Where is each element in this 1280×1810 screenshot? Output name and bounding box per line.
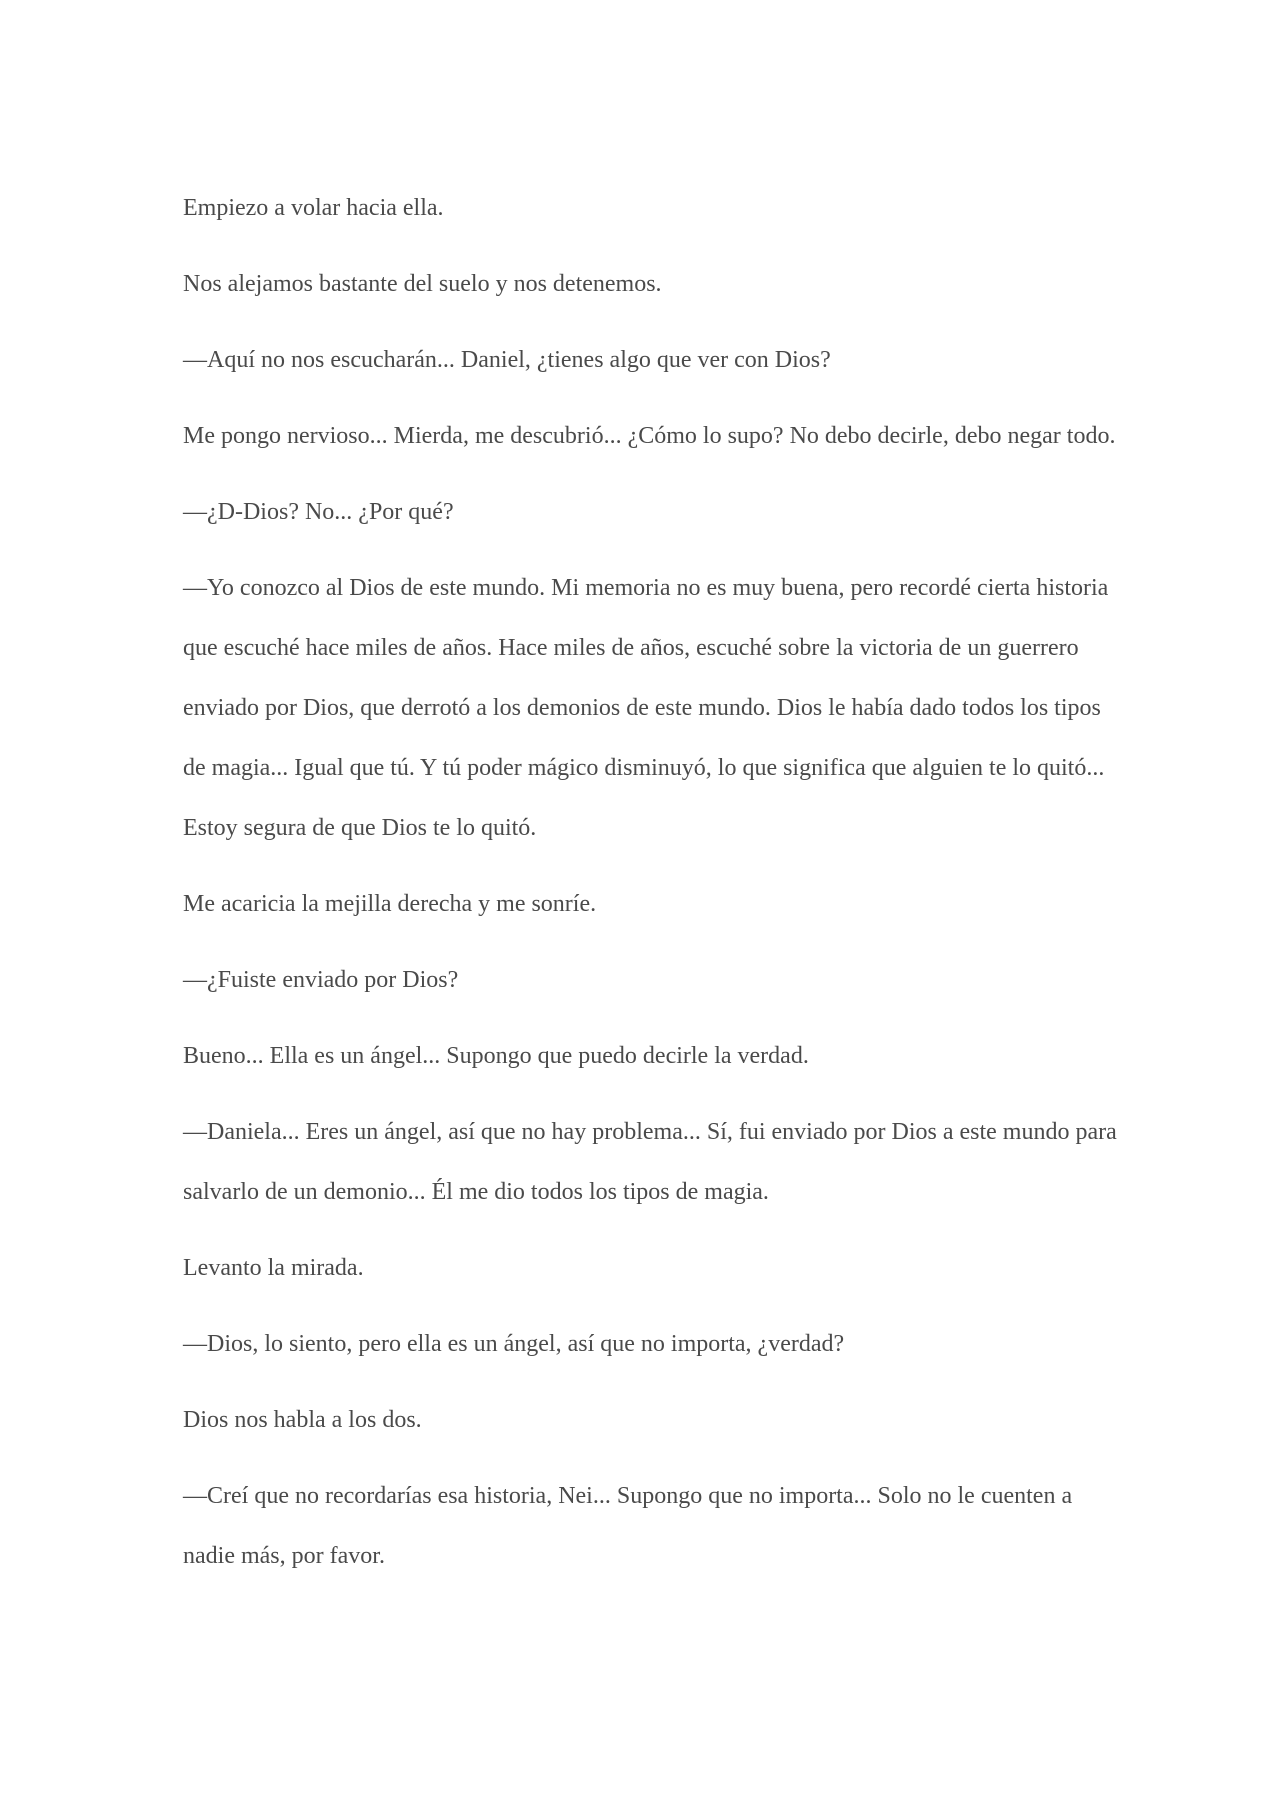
- paragraph: —¿Fuiste enviado por Dios?: [183, 967, 459, 993]
- document-body: [183, 178, 1118, 1602]
- paragraph: —¿D-Dios? No... ¿Por qué?: [183, 499, 454, 525]
- paragraph: Me acaricia la mejilla derecha y me sonríe.: [183, 891, 597, 917]
- paragraph: Levanto la mirada.: [183, 1255, 364, 1281]
- paragraph: —Creí que no recordarías esa historia, Nei... Supongo que no importa... Solo no le cuenten a nadie más, por favor.: [183, 1483, 1073, 1569]
- paragraph: Bueno... Ella es un ángel... Supongo que puedo decirle la verdad.: [183, 1043, 809, 1069]
- paragraph: Nos alejamos bastante del suelo y nos detenemos.: [183, 271, 662, 297]
- paragraph: —Dios, lo siento, pero ella es un ángel, así que no importa, ¿verdad?: [183, 1331, 845, 1357]
- paragraph: Empiezo a volar hacia ella.: [183, 195, 444, 221]
- paragraph: Me pongo nervioso... Mierda, me descubrió... ¿Cómo lo supo? No debo decirle, debo negar todo.: [183, 423, 1116, 449]
- paragraph: —Yo conozco al Dios de este mundo. Mi memoria no es muy buena, pero recordé cierta historia que escuché hace miles de años. Hace miles de años, escuché sobre la victoria de un guerrero enviado por Dios, que derrotó a los demonios de este mundo. Dios le había dado todos los tipos de magia... Igual que tú. Y tú poder mágico disminuyó, lo que significa que alguien te lo quitó... Estoy segura de que Dios te lo quitó.: [183, 575, 1109, 841]
- paragraph: —Daniela... Eres un ángel, así que no hay problema... Sí, fui enviado por Dios a este mundo para salvarlo de un demonio... Él me dio todos los tipos de magia.: [183, 1119, 1117, 1205]
- paragraph: —Aquí no nos escucharán... Daniel, ¿tienes algo que ver con Dios?: [183, 347, 831, 373]
- paragraph: Dios nos habla a los dos.: [183, 1407, 422, 1433]
